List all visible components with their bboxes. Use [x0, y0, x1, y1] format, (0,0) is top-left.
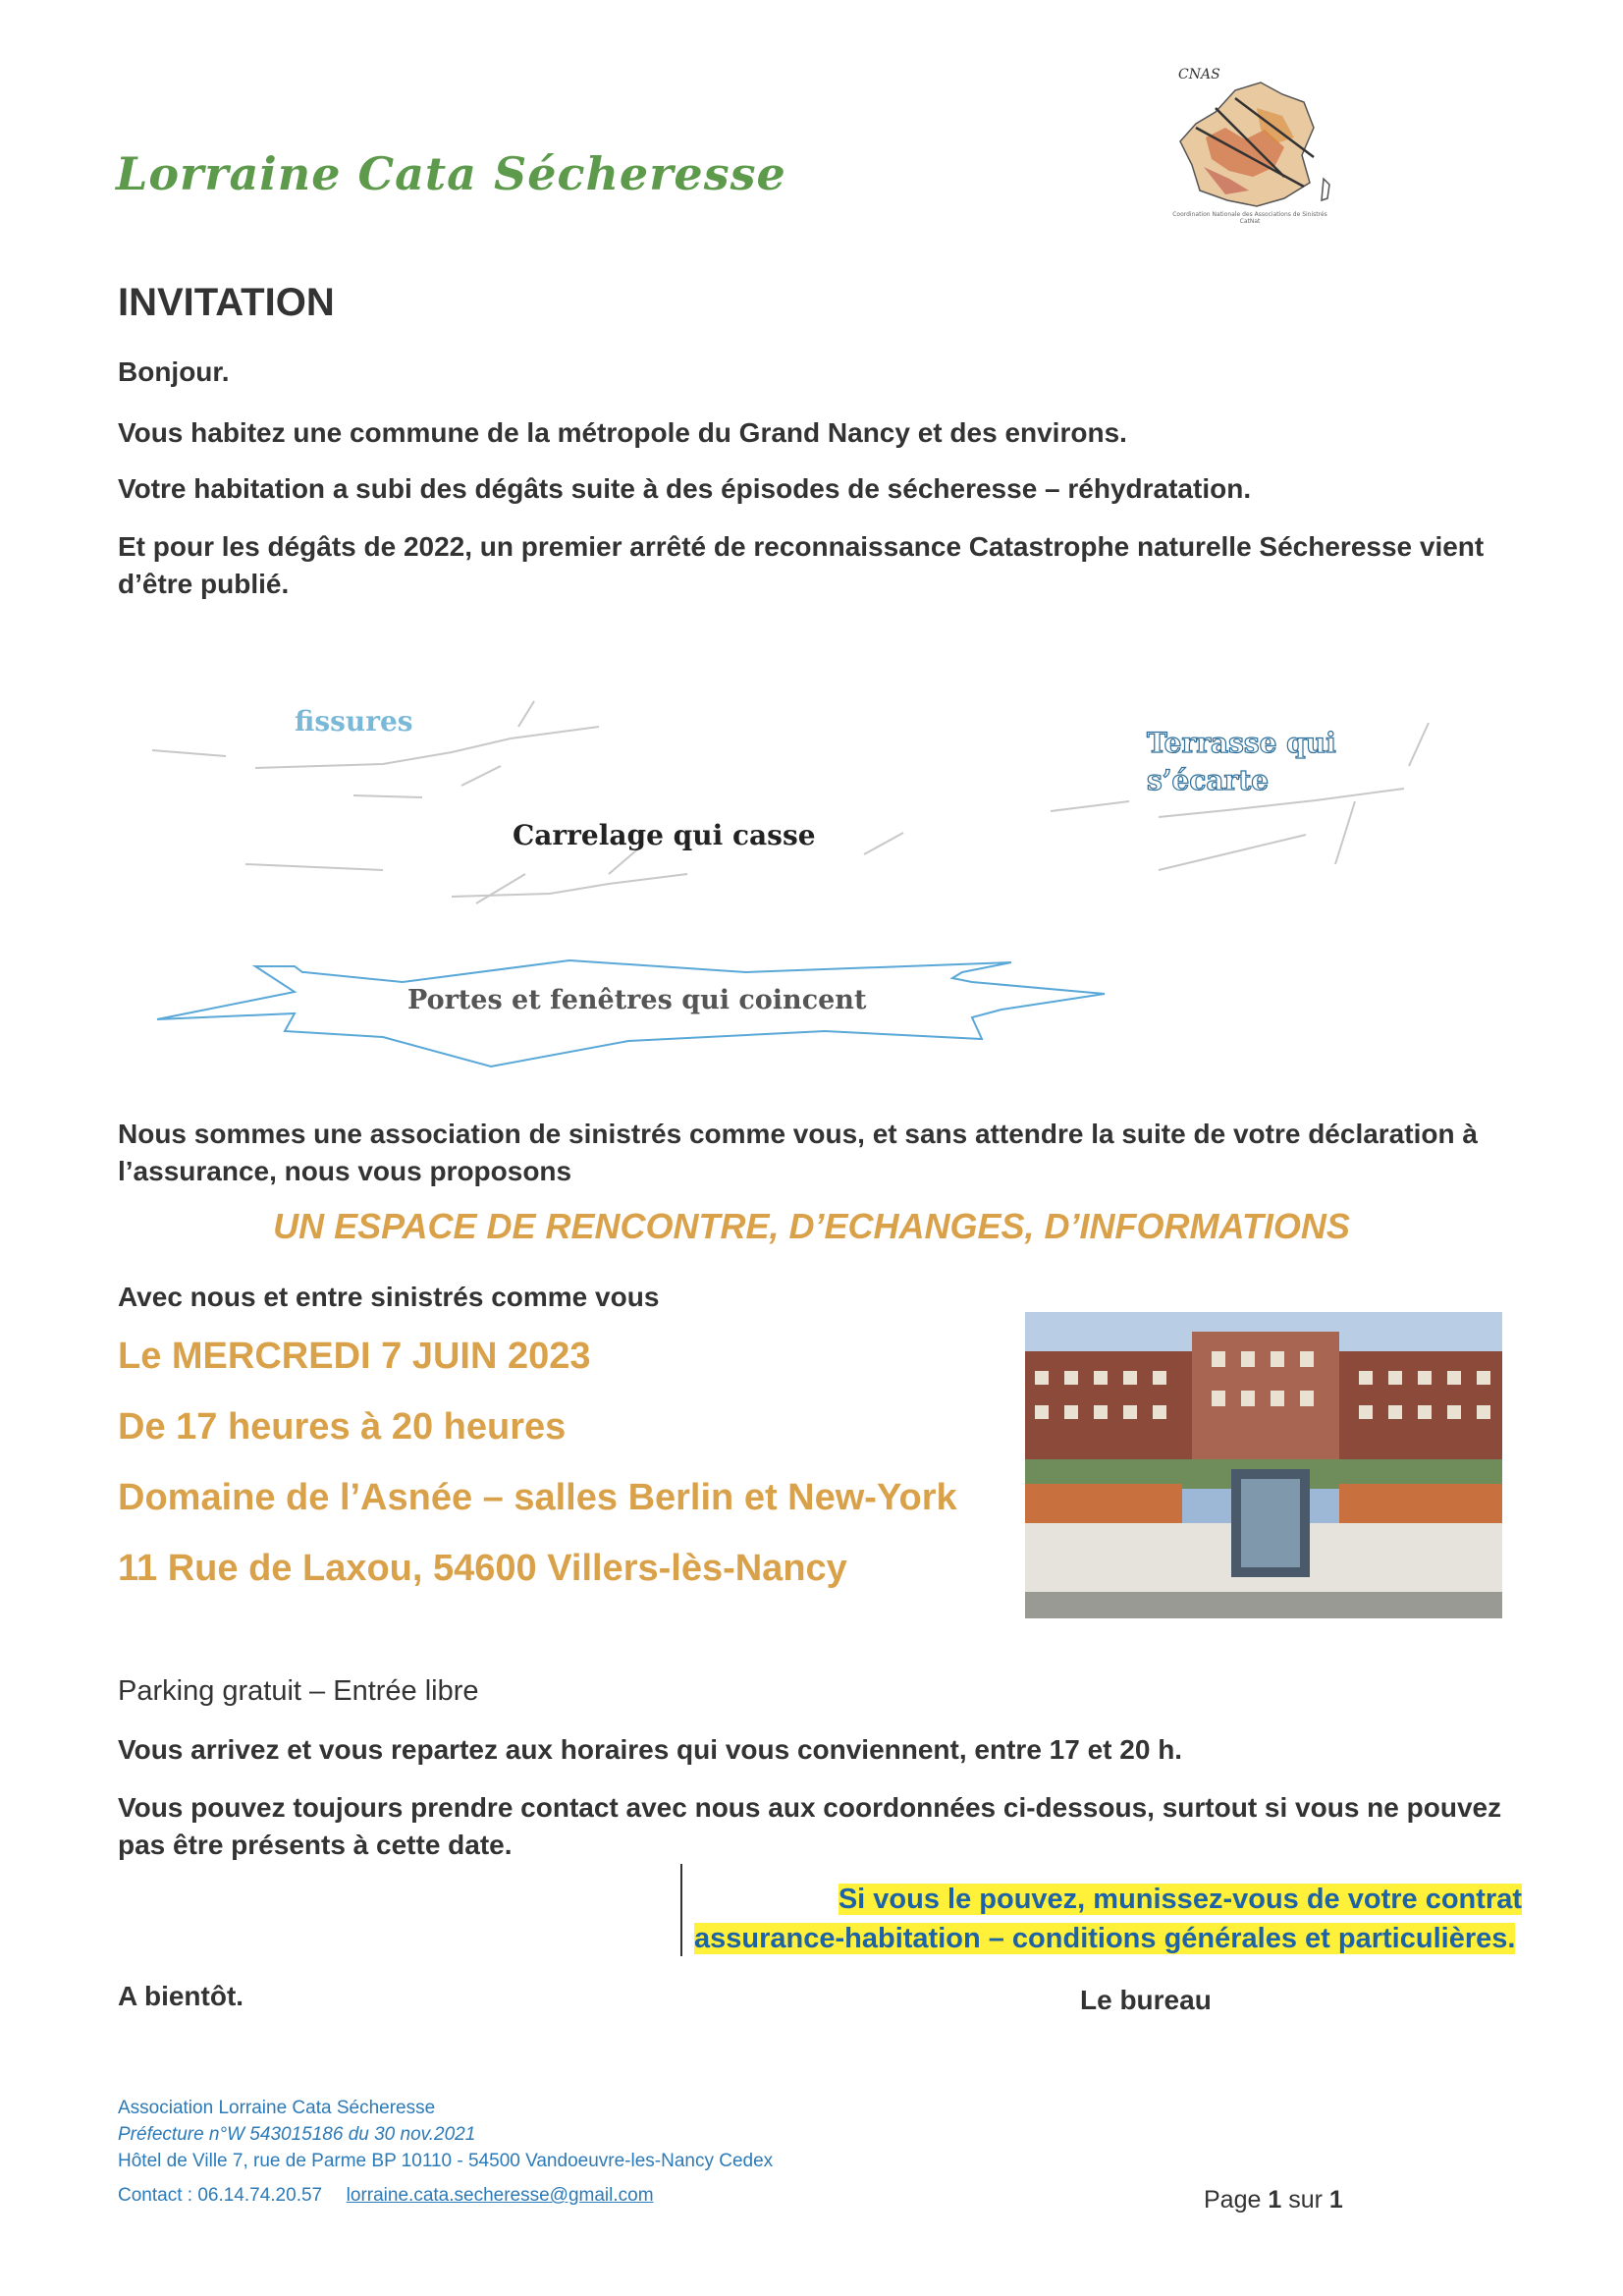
- bubble-portes: Portes et fenêtres qui coincent: [407, 985, 867, 1015]
- footer-phone: Contact : 06.14.74.20.57: [118, 2185, 323, 2206]
- arrival-info: Vous arrivez et vous repartez aux horaires qui vous conviennent, entre 17 et 20 h.: [118, 1734, 1183, 1765]
- contract-note-line-2: assurance-habitation – conditions générales et particulières.: [694, 1923, 1516, 1954]
- bubble-carrelage: Carrelage qui casse: [513, 819, 816, 851]
- contract-note-line-1: Si vous le pouvez, munissez-vous de votre contrat: [838, 1884, 1522, 1915]
- association-line-2: l’assurance, nous vous proposons: [118, 1156, 572, 1186]
- event-time: De 17 heures à 20 heures: [118, 1406, 567, 1448]
- page-title: INVITATION: [118, 281, 335, 324]
- footer-prefecture: Préfecture n°W 543015186 du 30 nov.2021: [118, 2124, 476, 2145]
- closing: A bientôt.: [118, 1981, 244, 2011]
- with-us-text: Avec nous et entre sinistrés comme vous: [118, 1282, 660, 1312]
- page-number: Page 1 sur 1: [1204, 2186, 1343, 2214]
- intro-line-1: Vous habitez une commune de la métropole du Grand Nancy et des environs.: [118, 417, 1127, 448]
- greeting: Bonjour.: [118, 356, 230, 387]
- event-date: Le MERCREDI 7 JUIN 2023: [118, 1336, 591, 1377]
- association-line-1: Nous sommes une association de sinistrés comme vous, et sans attendre la suite de votre déclaration à: [118, 1119, 1478, 1149]
- signature: Le bureau: [1080, 1985, 1212, 2015]
- intro-line-2: Votre habitation a subi des dégâts suite à des épisodes de sécheresse – réhydratation.: [118, 473, 1252, 504]
- event-headline: UN ESPACE DE RENCONTRE, D’ECHANGES, D’INFORMATIONS: [273, 1206, 1350, 1246]
- intro-line-3b: d’être publié.: [118, 569, 290, 599]
- contact-info-line-1: Vous pouvez toujours prendre contact avec nous aux coordonnées ci-dessous, surtout si vous ne pouvez: [118, 1792, 1502, 1823]
- venue-photo: [1025, 1312, 1502, 1618]
- france-map-icon: [1166, 69, 1333, 216]
- cnas-logo: [1166, 69, 1333, 226]
- contract-note: [694, 1880, 1522, 1958]
- event-address: 11 Rue de Laxou, 54600 Villers-lès-Nancy: [118, 1548, 847, 1589]
- intro-line-3: [118, 528, 1522, 603]
- page-total: 1: [1328, 2186, 1343, 2214]
- page-current: 1: [1268, 2186, 1282, 2214]
- association-text: [118, 1116, 1522, 1190]
- contact-info: [118, 1789, 1522, 1864]
- logo-caption: Coordination Nationale des Associations de Sinistrés CatNat: [1172, 211, 1327, 225]
- note-divider: [680, 1864, 682, 1956]
- logo-text: CNAS: [1178, 67, 1220, 82]
- parking-info: Parking gratuit – Entrée libre: [118, 1675, 479, 1707]
- bubble-terrasse-1: Terrasse qui: [1147, 727, 1336, 759]
- footer-address: Hôtel de Ville 7, rue de Parme BP 10110 - 54500 Vandoeuvre-les-Nancy Cedex: [118, 2151, 774, 2171]
- intro-line-3a: Et pour les dégâts de 2022, un premier arrêté de reconnaissance Catastrophe naturelle Sécheresse vient: [118, 531, 1485, 562]
- brand-title: Lorraine Cata Sécheresse: [116, 147, 786, 200]
- footer-name: Association Lorraine Cata Sécheresse: [118, 2098, 436, 2118]
- contact-info-line-2: pas être présents à cette date.: [118, 1830, 513, 1860]
- bubble-fissures: fissures: [295, 705, 413, 738]
- footer-email-link[interactable]: lorraine.cata.secheresse@gmail.com: [346, 2185, 654, 2206]
- bubble-terrasse-2: s’écarte: [1147, 764, 1270, 796]
- footer-contact: [118, 2185, 654, 2207]
- damage-bubbles: [137, 687, 1492, 1100]
- event-place: Domaine de l’Asnée – salles Berlin et New-York: [118, 1477, 957, 1518]
